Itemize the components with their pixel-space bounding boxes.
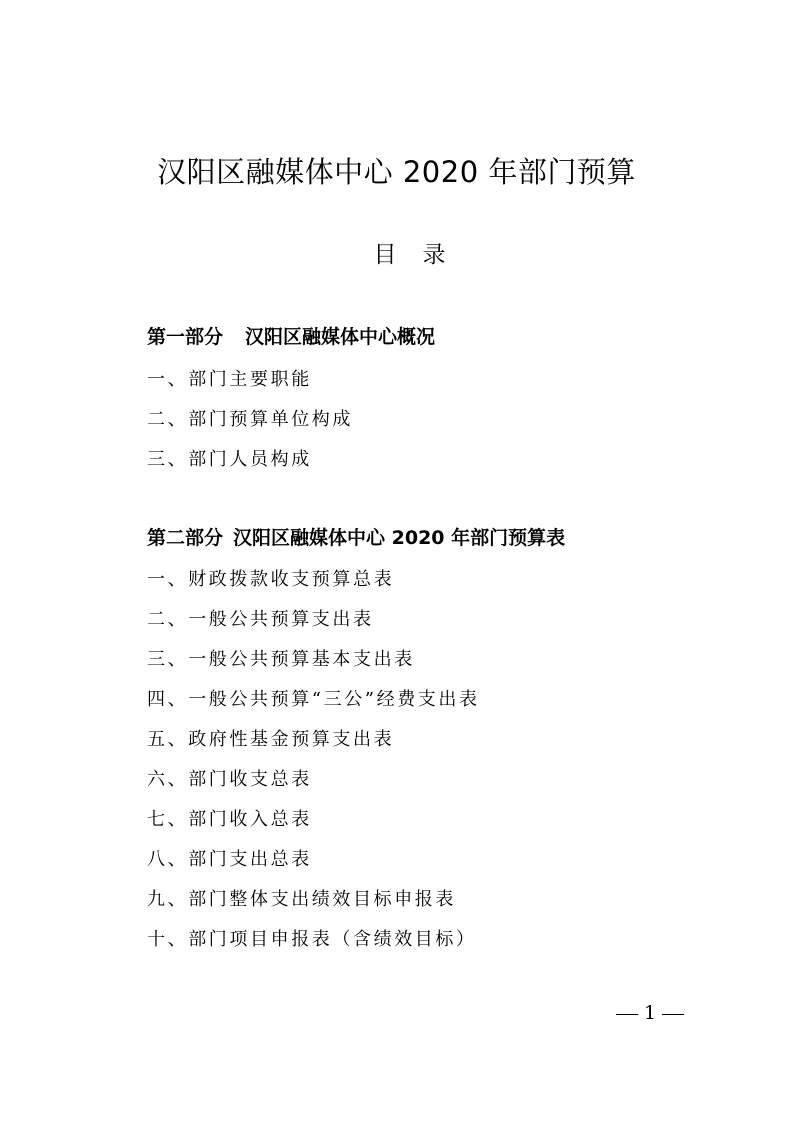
part1-label: 第一部分 [147, 326, 224, 348]
part1-name: 汉阳区融媒体中心概况 [245, 326, 436, 348]
part1-item: 二、部门预算单位构成 [147, 409, 353, 430]
part2-item: 六、部门收支总表 [147, 769, 312, 790]
part2-name: 汉阳区融媒体中心 2020 年部门预算表 [233, 527, 566, 549]
part2-item: 九、部门整体支出绩效目标申报表 [147, 889, 456, 910]
part1-heading [147, 322, 435, 349]
part2-item: 四、一般公共预算“三公”经费支出表 [147, 689, 480, 710]
part2-item: 三、一般公共预算基本支出表 [147, 649, 415, 670]
part2-item: 二、一般公共预算支出表 [147, 609, 374, 630]
part2-label: 第二部分 [147, 527, 224, 549]
part1-item: 三、部门人员构成 [147, 449, 312, 470]
page-number-dash-right [662, 1014, 684, 1015]
part2-heading [147, 523, 565, 550]
document-title: 汉阳区融媒体中心 2020 年部门预算 [157, 155, 636, 189]
part2-item: 七、部门收入总表 [147, 809, 312, 830]
page-number-dash-left [616, 1014, 638, 1015]
part2-item: 十、部门项目申报表（含绩效目标） [147, 929, 477, 950]
page-number [610, 1002, 690, 1024]
part2-item: 一、财政拨款收支预算总表 [147, 569, 395, 590]
part2-item: 八、部门支出总表 [147, 849, 312, 870]
part2-item: 五、政府性基金预算支出表 [147, 729, 395, 750]
page-number-value: 1 [644, 1002, 657, 1024]
toc-heading: 目录 [373, 242, 472, 268]
part1-item: 一、部门主要职能 [147, 369, 312, 390]
